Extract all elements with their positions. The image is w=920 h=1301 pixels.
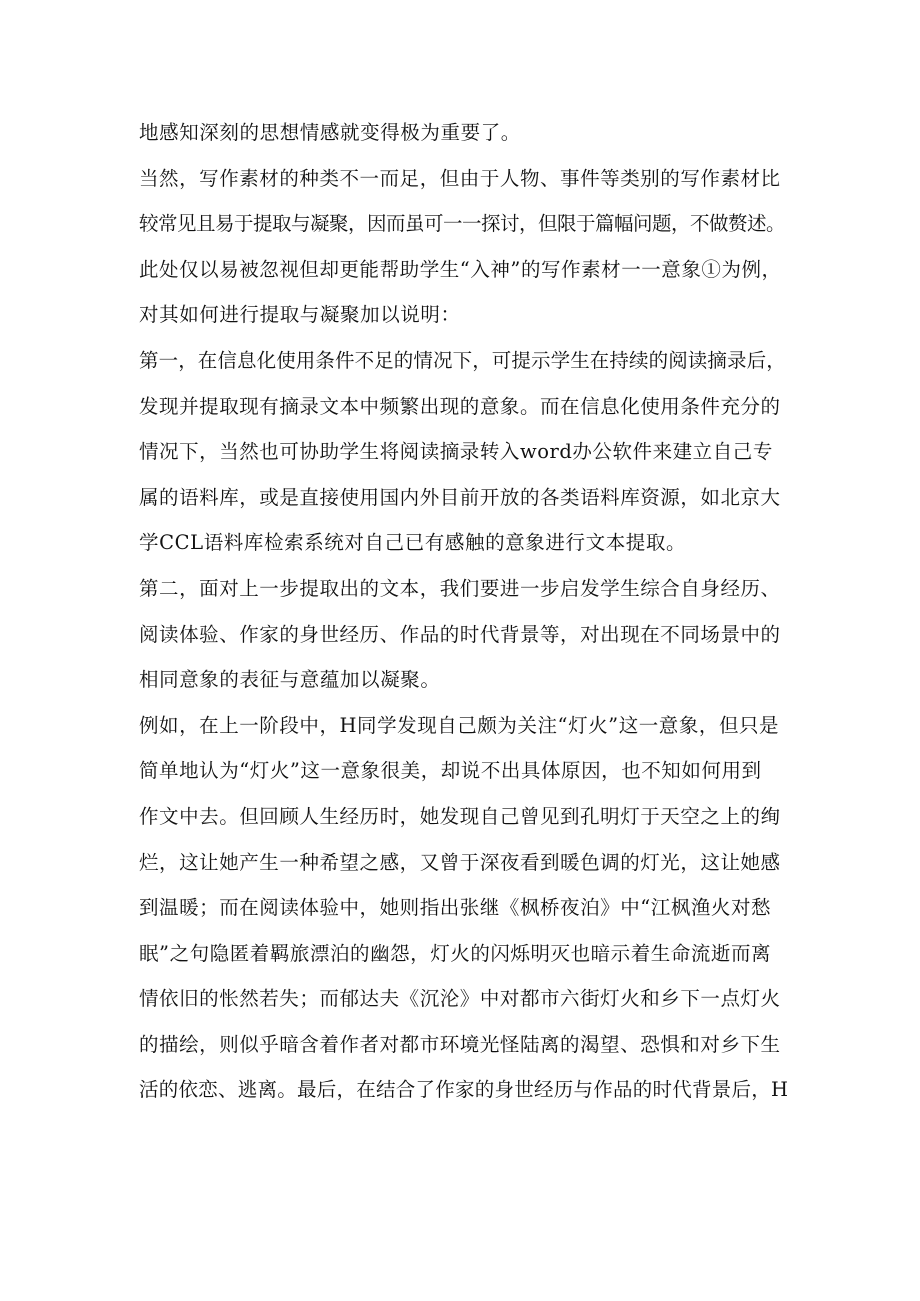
text-line: 对其如何进行提取与凝聚加以说明： xyxy=(139,303,461,327)
text-line: 发现并提取现有摘录文本中频繁出现的意象。而在信息化使用条件充分的 xyxy=(139,394,781,418)
text-line: 地感知深刻的思想情感就变得极为重要了。 xyxy=(139,121,521,144)
text-line: 情况下，当然也可协助学生将阅读摘录转入word办公软件来建立自己专 xyxy=(139,440,773,464)
text-line: 属的语料库，或是直接使用国内外目前开放的各类语料库资源，如北京大 xyxy=(139,485,781,509)
text-line: 例如，在上一阶段中，H同学发现自己颇为关注“灯火”这一意象，但只是 xyxy=(139,713,780,737)
text-line: 烂，这让她产生一种希望之感，又曾于深夜看到暖色调的灯光，这让她感 xyxy=(139,850,781,874)
text-line: 情依旧的怅然若失；而郁达夫《沉沦》中对都市六街灯火和乡下一点灯火 xyxy=(139,987,781,1011)
text-line: 眠”之句隐匿着羁旅漂泊的幽怨，灯火的闪烁明灭也暗示着生命流逝而离 xyxy=(139,941,772,965)
text-line: 较常见且易于提取与凝聚，因而虽可一一探讨，但限于篇幅问题，不做赘述。 xyxy=(139,212,786,236)
text-line: 活的依恋、逃离。最后，在结合了作家的身世经历与作品的时代背景后，H xyxy=(139,1078,789,1102)
text-line: 的描绘，则似乎暗含着作者对都市环境光怪陆离的渴望、恐惧和对乡下生 xyxy=(139,1032,781,1056)
text-line: 阅读体验、作家的身世经历、作品的时代背景等，对出现在不同场景中的 xyxy=(139,622,781,646)
text-line: 学CCL语料库检索系统对自己已有感触的意象进行文本提取。 xyxy=(139,531,687,555)
text-line: 相同意象的表征与意蕴加以凝聚。 xyxy=(139,668,441,692)
document-page xyxy=(139,110,789,1113)
text-line: 到温暖；而在阅读体验中，她则指出张继《枫桥夜泊》中“江枫渔火对愁 xyxy=(139,896,772,920)
text-line: 此处仅以易被忽视但却更能帮助学生“入神”的写作素材一一意象①为例， xyxy=(139,257,782,281)
text-line: 第一，在信息化使用条件不足的情况下，可提示学生在持续的阅读摘录后， xyxy=(139,348,786,372)
text-line: 第二，面对上一步提取出的文本，我们要进一步启发学生综合自身经历、 xyxy=(139,576,781,600)
text-line: 作文中去。但回顾人生经历时，她发现自己曾见到孔明灯于天空之上的绚 xyxy=(139,804,781,828)
text-line: 当然，写作素材的种类不一而足，但由于人物、事件等类别的写作素材比 xyxy=(139,166,781,190)
text-line: 简单地认为“灯火”这一意象很美，却说不出具体原因，也不知如何用到 xyxy=(139,759,762,783)
